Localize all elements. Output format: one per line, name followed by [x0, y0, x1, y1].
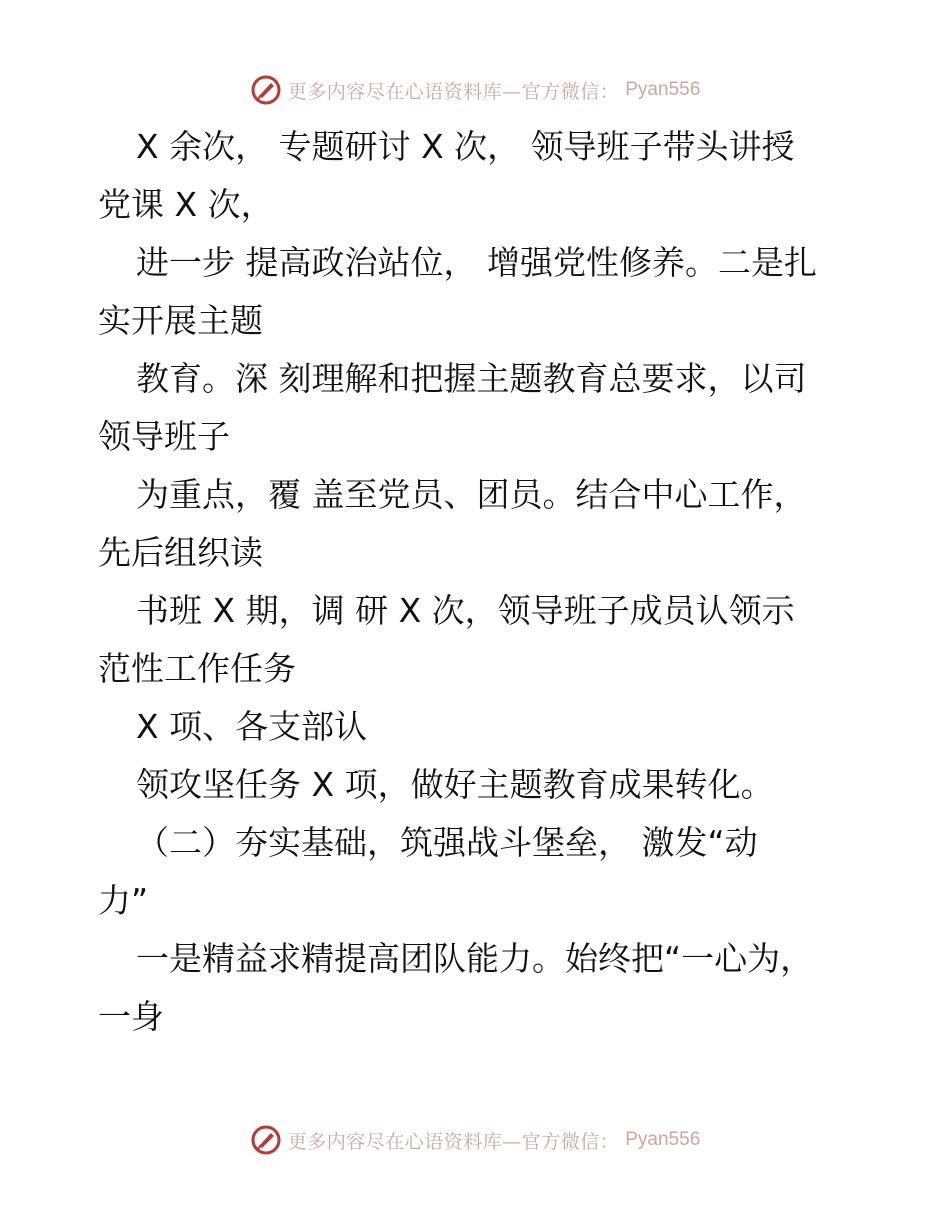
footer-banner-contact: Pyan556: [625, 1129, 701, 1150]
document-body: [98, 118, 858, 1046]
body-line: 党课 X 次，: [98, 185, 274, 224]
body-line: 为重点，覆 盖至党员、团员。结合中心工作，: [136, 475, 807, 514]
header-banner-contact: Pyan556: [625, 79, 701, 100]
body-line: 领导班子: [98, 417, 230, 456]
body-line: 进一步 提高政治站位， 增强党性修养。二是扎: [136, 243, 817, 282]
body-line: 一是精益求精提高团队能力。始终把“一心为，: [136, 939, 814, 978]
body-line: X 余次， 专题研讨 X 次， 领导班子带头讲授: [136, 127, 795, 166]
body-line: 实开展主题: [98, 301, 263, 340]
body-line: 范性工作任务: [98, 649, 296, 688]
quill-logo-icon: [250, 74, 282, 106]
body-line: 先后组织读: [98, 533, 263, 572]
body-line: 领攻坚任务 X 项，做好主题教育成果转化。: [136, 765, 774, 804]
body-line: 教育。深 刻理解和把握主题教育总要求，以司: [136, 359, 807, 398]
header-banner-text: 更多内容尽在心语资料库—官方微信：: [287, 80, 620, 103]
section-heading-line: （二）夯实基础，筑强战斗堡垒， 激发“动: [136, 823, 758, 862]
header-banner: [0, 72, 950, 108]
body-line: 书班 X 期，调 研 X 次，领导班子成员认领示: [136, 591, 795, 630]
body-line: 一身: [98, 997, 164, 1036]
section-heading-line: 力”: [98, 881, 149, 920]
footer-banner-text: 更多内容尽在心语资料库—官方微信：: [287, 1130, 620, 1153]
footer-banner: [0, 1122, 950, 1158]
quill-logo-icon: [250, 1124, 282, 1156]
body-line: X 项、各支部认: [136, 707, 368, 746]
